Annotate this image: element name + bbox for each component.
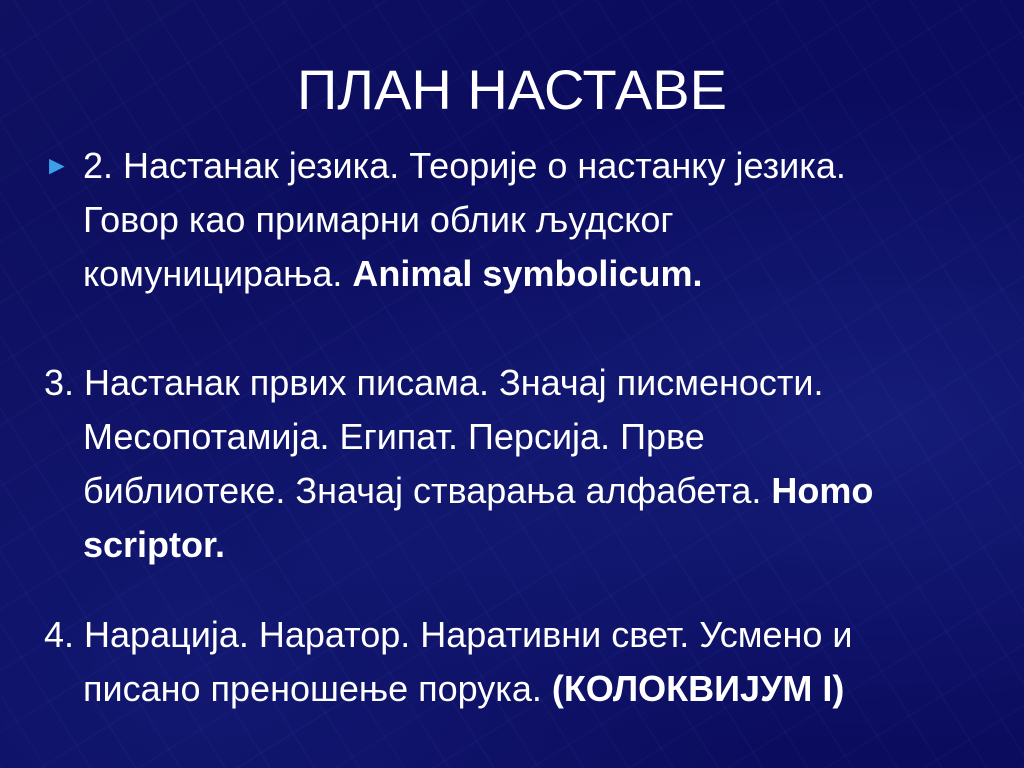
item-line: 3. Настанак првих писама. Значај писмености. — [44, 362, 824, 403]
item-emphasis: Homo — [771, 470, 874, 511]
item-line — [44, 138, 984, 193]
item-line: 4. Нарација. Наратор. Наративни свет. Усмено и — [44, 614, 853, 655]
triangle-bullet-icon: ► — [44, 150, 70, 180]
item-text: писано преношење порука. — [83, 668, 552, 709]
list-item — [44, 138, 984, 301]
item-emphasis: (КОЛОКВИЈУМ I) — [551, 668, 845, 709]
item-line — [44, 662, 984, 716]
item-line — [44, 464, 984, 518]
list-item — [44, 356, 984, 572]
item-line — [44, 247, 984, 301]
item-text: комуницирања. — [83, 253, 353, 294]
slide-title: ПЛАН НАСТАВЕ — [297, 58, 727, 121]
item-emphasis: scriptor. — [83, 524, 226, 565]
item-line: Месопотамија. Египат. Персија. Прве — [83, 416, 705, 457]
list-item — [44, 608, 984, 716]
item-text: 2. Настанак језика. Теорије о настанку језика. — [83, 145, 846, 186]
item-text: библиотеке. Значај стварања алфабета. — [83, 470, 772, 511]
item-emphasis: Animal symbolicum. — [352, 253, 703, 294]
item-line: Говор као примарни облик људског — [83, 199, 674, 240]
